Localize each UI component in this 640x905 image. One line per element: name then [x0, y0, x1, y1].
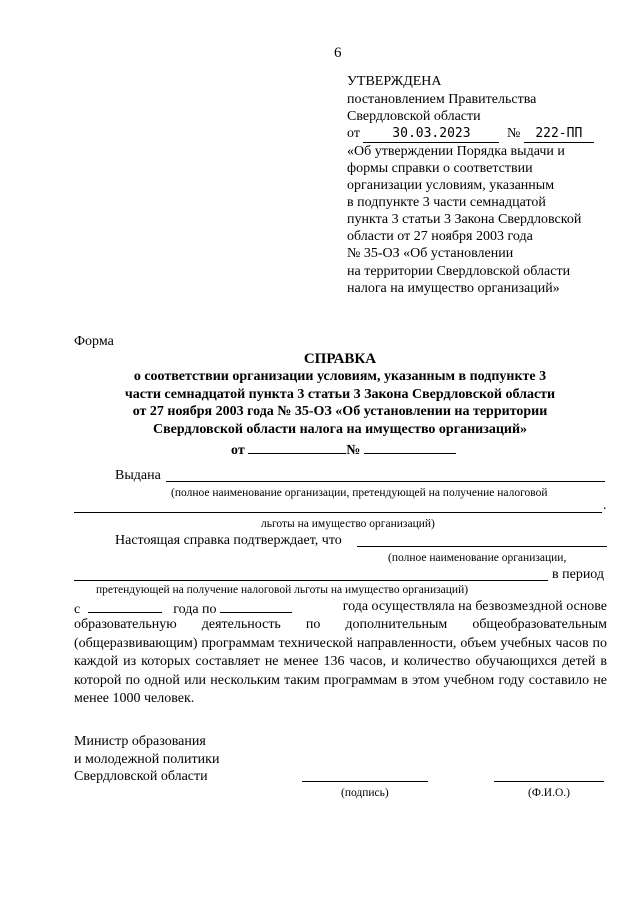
certificate-subtitle-line: от 27 ноября 2003 года № 35-ОЗ «Об установлении на территории — [132, 404, 548, 419]
approval-title-line: № 35-ОЗ «Об установлении — [347, 246, 514, 261]
issued-blank-1[interactable] — [166, 481, 605, 482]
approval-title-line: области от 27 ноября 2003 года — [347, 229, 533, 244]
certificate-subtitle-line: Свердловской области налога на имущество организаций» — [152, 422, 528, 437]
certificate-date-blank[interactable] — [248, 439, 346, 454]
year-from-blank[interactable] — [88, 598, 162, 613]
confirm-hint-2: претендующей на получение налоговой льготы на имущество организаций) — [96, 584, 469, 596]
confirm-blank-2[interactable] — [74, 580, 548, 581]
certificate-subtitle-line: части семнадцатой пункта 3 статьи 3 Закона Свердловской области — [124, 387, 556, 402]
issued-hint-1: (полное наименование организации, претендующей на получение налоговой — [171, 487, 548, 499]
year-to-blank[interactable] — [220, 598, 292, 613]
name-hint: (Ф.И.О.) — [528, 787, 570, 799]
paragraph-start: года осуществляла на безвозмездной основе — [342, 599, 607, 614]
from-word: с — [74, 602, 81, 617]
issued-line-end: . — [603, 498, 607, 513]
signatory-line: и молодежной политики — [74, 752, 220, 767]
period-label: в период — [552, 567, 605, 582]
year-to-word: года по — [173, 602, 217, 617]
certificate-number-blank[interactable] — [364, 439, 456, 454]
period-row — [74, 598, 607, 618]
approval-number-prefix: № — [506, 126, 521, 141]
confirm-label: Настоящая справка подтверждает, что — [115, 533, 342, 548]
approval-title-line: организации условиям, указанным — [347, 178, 555, 193]
certificate-date-prefix: от — [231, 443, 245, 458]
approval-line-1: постановлением Правительства — [347, 92, 537, 107]
paragraph-body: образовательную деятельность по дополнительным общеобразовательным (общеразвивающим) программам технической направленности, объем учебных часов по каждой из которых составляет не менее 136 часов, и количество обучающихся детей в которой по одной или нескольким таким программам в этом учебном году составило не менее 1000 человек. — [74, 617, 607, 706]
approval-date-row — [347, 125, 594, 143]
form-label: Форма — [74, 334, 114, 349]
certificate-number-prefix: № — [346, 443, 361, 458]
issued-label: Выдана — [115, 468, 161, 483]
approval-number-value: 222-ПП — [524, 125, 594, 143]
certificate-title: СПРАВКА — [303, 351, 377, 367]
confirm-hint-1: (полное наименование организации, — [388, 552, 567, 564]
approval-line-2: Свердловской области — [347, 109, 481, 124]
certificate-subtitle-line: о соответствии организации условиям, указанным в подпункте 3 — [133, 369, 547, 384]
name-blank[interactable] — [494, 781, 604, 782]
certificate-date-row — [231, 439, 456, 459]
approval-title-line: на территории Свердловской области — [347, 264, 571, 279]
signatory-line: Министр образования — [74, 734, 206, 749]
approval-date-prefix: от — [347, 126, 360, 141]
issued-hint-2: льготы на имущество организаций) — [261, 518, 435, 530]
approval-heading: УТВЕРЖДЕНА — [347, 74, 442, 89]
issued-blank-2[interactable] — [74, 512, 602, 513]
approval-title-line: в подпункте 3 части семнадцатой — [347, 195, 546, 210]
confirm-blank-1[interactable] — [357, 546, 607, 547]
signature-blank[interactable] — [302, 781, 428, 782]
signature-hint: (подпись) — [341, 787, 389, 799]
approval-title-line: «Об утверждении Порядка выдачи и — [347, 144, 565, 159]
page-number: 6 — [334, 45, 342, 61]
approval-title-line: формы справки о соответствии — [347, 161, 533, 176]
approval-title-line: налога на имущество организаций» — [347, 281, 560, 296]
approval-title-line: пункта 3 статьи 3 Закона Свердловской — [347, 212, 582, 227]
approval-date-value: 30.03.2023 — [363, 125, 499, 143]
signatory-line: Свердловской области — [74, 769, 208, 784]
